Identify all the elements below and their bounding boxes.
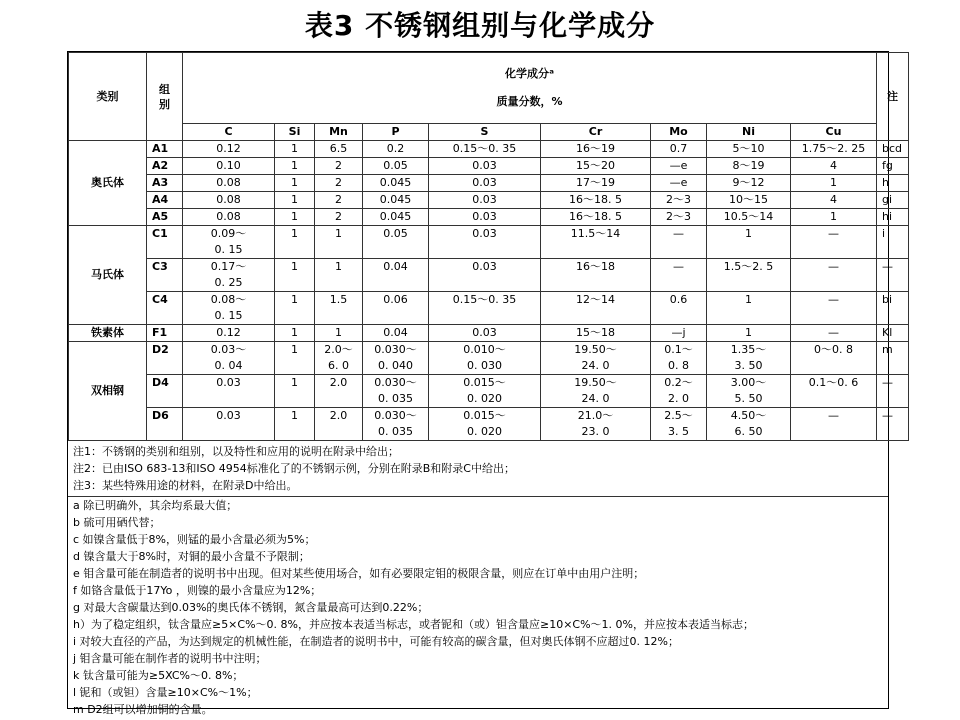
value-cell-c: 0.12 — [183, 141, 275, 158]
note-cell: — — [877, 259, 909, 292]
value-cell-s: 0.03 — [429, 192, 541, 209]
note-cell: fg — [877, 158, 909, 175]
note-cell: — — [877, 408, 909, 441]
value-cell-mo: 0.7 — [651, 141, 707, 158]
value-cell-mn: 2.0 — [315, 408, 363, 441]
header-element-c: C — [183, 124, 275, 141]
value-cell-mo: 2～3 — [651, 209, 707, 226]
group-cell: D2 — [147, 342, 183, 375]
composition-table — [68, 52, 909, 441]
value-cell-si: 1 — [275, 192, 315, 209]
value-cell-c: 0.08 — [183, 175, 275, 192]
page-title: 表3 不锈钢组别与化学成分 — [304, 9, 656, 42]
group-cell: D6 — [147, 408, 183, 441]
value-cell-mn: 1 — [315, 325, 363, 342]
value-cell-c: 0.03～ 0. 04 — [183, 342, 275, 375]
value-cell-ni: 1 — [707, 292, 791, 325]
value-cell-mo: — — [651, 259, 707, 292]
header-note: 注 — [877, 53, 909, 141]
table-row — [69, 259, 909, 292]
group-cell: A1 — [147, 141, 183, 158]
value-cell-cr: 16～18. 5 — [541, 209, 651, 226]
header-element-mo: Mo — [651, 124, 707, 141]
footnote-line: d 镍含量大于8%时，对铜的最小含量不予限制； — [73, 550, 310, 563]
value-cell-c: 0.08 — [183, 192, 275, 209]
header-element-mn: Mn — [315, 124, 363, 141]
value-cell-cr: 16～18 — [541, 259, 651, 292]
value-cell-cr: 11.5～14 — [541, 226, 651, 259]
value-cell-s: 0.010～ 0. 030 — [429, 342, 541, 375]
value-cell-mo: 2～3 — [651, 192, 707, 209]
value-cell-cr: 19.50～ 24. 0 — [541, 342, 651, 375]
table-row — [69, 226, 909, 259]
note-line: 注1：不锈钢的类别和组别，以及特性和应用的说明在附录中给出； — [73, 445, 399, 458]
footnote-line: b 硫可用硒代替； — [73, 516, 161, 529]
group-cell: A3 — [147, 175, 183, 192]
table-row — [69, 342, 909, 375]
value-cell-si: 1 — [275, 375, 315, 408]
notes-main — [73, 443, 884, 494]
header-element-cu: Cu — [791, 124, 877, 141]
group-cell: A5 — [147, 209, 183, 226]
footnote-line: h）为了稳定组织，钛含量应≥5×C%～0. 8%，并应按本表适当标志，或者铌和（或）钽含量应≥10×C%～1. 0%，并应按本表适当标志； — [73, 618, 754, 631]
value-cell-c: 0.08～ 0. 15 — [183, 292, 275, 325]
value-cell-cu: 4 — [791, 192, 877, 209]
category-cell: 奥氏体 — [69, 141, 147, 226]
value-cell-c: 0.17～ 0. 25 — [183, 259, 275, 292]
group-cell: C3 — [147, 259, 183, 292]
value-cell-cu: 4 — [791, 158, 877, 175]
value-cell-cr: 15～18 — [541, 325, 651, 342]
value-cell-ni: 5～10 — [707, 141, 791, 158]
group-cell: F1 — [147, 325, 183, 342]
value-cell-s: 0.03 — [429, 175, 541, 192]
value-cell-cu: 0.1～0. 6 — [791, 375, 877, 408]
value-cell-s: 0.03 — [429, 226, 541, 259]
value-cell-cr: 16～18. 5 — [541, 192, 651, 209]
value-cell-ni: 1.5～2. 5 — [707, 259, 791, 292]
header-element-ni: Ni — [707, 124, 791, 141]
value-cell-cu: 1 — [791, 175, 877, 192]
value-cell-cr: 19.50～ 24. 0 — [541, 375, 651, 408]
value-cell-ni: 8～19 — [707, 158, 791, 175]
value-cell-cr: 16～19 — [541, 141, 651, 158]
value-cell-s: 0.015～ 0. 020 — [429, 408, 541, 441]
value-cell-si: 1 — [275, 325, 315, 342]
value-cell-c: 0.12 — [183, 325, 275, 342]
footnotes — [73, 497, 884, 718]
value-cell-p: 0.045 — [363, 175, 429, 192]
value-cell-ni: 1 — [707, 226, 791, 259]
value-cell-si: 1 — [275, 175, 315, 192]
value-cell-cu: — — [791, 259, 877, 292]
value-cell-p: 0.05 — [363, 158, 429, 175]
group-cell: A4 — [147, 192, 183, 209]
value-cell-c: 0.10 — [183, 158, 275, 175]
value-cell-s: 0.15～0. 35 — [429, 292, 541, 325]
value-cell-mn: 1.5 — [315, 292, 363, 325]
value-cell-ni: 1.35～ 3. 50 — [707, 342, 791, 375]
category-cell: 双相钢 — [69, 342, 147, 441]
value-cell-cu: — — [791, 226, 877, 259]
value-cell-mn: 2 — [315, 158, 363, 175]
group-cell: A2 — [147, 158, 183, 175]
value-cell-si: 1 — [275, 292, 315, 325]
value-cell-mo: —e — [651, 175, 707, 192]
value-cell-p: 0.045 — [363, 192, 429, 209]
value-cell-s: 0.15～0. 35 — [429, 141, 541, 158]
value-cell-s: 0.015～ 0. 020 — [429, 375, 541, 408]
value-cell-si: 1 — [275, 259, 315, 292]
group-cell: D4 — [147, 375, 183, 408]
value-cell-p: 0.030～ 0. 035 — [363, 408, 429, 441]
value-cell-s: 0.03 — [429, 325, 541, 342]
value-cell-cu: 1 — [791, 209, 877, 226]
table-row — [69, 192, 909, 209]
value-cell-mn: 2.0～ 6. 0 — [315, 342, 363, 375]
footnote-line: j 钼含量可能在制作者的说明书中注明； — [73, 652, 267, 665]
value-cell-mn: 2 — [315, 209, 363, 226]
value-cell-p: 0.030～ 0. 035 — [363, 375, 429, 408]
value-cell-cu: 0～0. 8 — [791, 342, 877, 375]
value-cell-p: 0.045 — [363, 209, 429, 226]
table-row — [69, 408, 909, 441]
value-cell-ni: 1 — [707, 325, 791, 342]
value-cell-ni: 10～15 — [707, 192, 791, 209]
header-element-p: P — [363, 124, 429, 141]
table-row — [69, 175, 909, 192]
footnote-line: l 铌和（或钽）含量≥10×C%～1%； — [73, 686, 258, 699]
note-cell: hi — [877, 209, 909, 226]
table-row — [69, 209, 909, 226]
value-cell-cr: 15～20 — [541, 158, 651, 175]
value-cell-mo: — — [651, 226, 707, 259]
value-cell-cr: 12～14 — [541, 292, 651, 325]
table-row — [69, 292, 909, 325]
value-cell-mn: 2 — [315, 175, 363, 192]
note-cell: i — [877, 226, 909, 259]
header-group: 组 别 — [147, 53, 183, 141]
value-cell-mo: —e — [651, 158, 707, 175]
header-element-si: Si — [275, 124, 315, 141]
table-row — [69, 141, 909, 158]
value-cell-cu: 1.75～2. 25 — [791, 141, 877, 158]
value-cell-mo: 2.5～ 3. 5 — [651, 408, 707, 441]
value-cell-mn: 2 — [315, 192, 363, 209]
footnote-line: i 对较大直径的产品，为达到规定的机械性能，在制造者的说明书中，可能有较高的碳含量，但对奥氏体钢不应超过0. 12%； — [73, 635, 679, 648]
value-cell-mo: —j — [651, 325, 707, 342]
value-cell-ni: 10.5～14 — [707, 209, 791, 226]
note-cell: Kl — [877, 325, 909, 342]
value-cell-mn: 1 — [315, 226, 363, 259]
table-row — [69, 375, 909, 408]
note-cell: m — [877, 342, 909, 375]
value-cell-mn: 2.0 — [315, 375, 363, 408]
value-cell-si: 1 — [275, 226, 315, 259]
footnote-line: g 对最大含碳量达到0.03%的奥氏体不锈钢，氮含量最高可达到0.22%； — [73, 601, 429, 614]
value-cell-cu: — — [791, 408, 877, 441]
header-element-cr: Cr — [541, 124, 651, 141]
value-cell-mo: 0.2～ 2. 0 — [651, 375, 707, 408]
value-cell-ni: 9～12 — [707, 175, 791, 192]
value-cell-mo: 0.6 — [651, 292, 707, 325]
note-cell: bcd — [877, 141, 909, 158]
value-cell-mo: 0.1～ 0. 8 — [651, 342, 707, 375]
value-cell-si: 1 — [275, 342, 315, 375]
note-cell: gi — [877, 192, 909, 209]
group-cell: C4 — [147, 292, 183, 325]
value-cell-mn: 1 — [315, 259, 363, 292]
value-cell-ni: 3.00～ 5. 50 — [707, 375, 791, 408]
value-cell-p: 0.05 — [363, 226, 429, 259]
value-cell-cu: — — [791, 325, 877, 342]
value-cell-si: 1 — [275, 209, 315, 226]
value-cell-cu: — — [791, 292, 877, 325]
value-cell-cr: 17～19 — [541, 175, 651, 192]
value-cell-si: 1 — [275, 158, 315, 175]
footnote-line: c 如镍含量低于8%，则锰的最小含量必须为5%； — [73, 533, 316, 546]
value-cell-c: 0.03 — [183, 408, 275, 441]
footnote-line: m D2组可以增加铜的含量。 — [73, 703, 213, 716]
value-cell-mn: 6.5 — [315, 141, 363, 158]
table-row — [69, 158, 909, 175]
composition-table-frame — [67, 51, 903, 716]
header-chem-title: 化学成分ᵃ — [504, 67, 555, 80]
value-cell-p: 0.2 — [363, 141, 429, 158]
table-row — [69, 325, 909, 342]
footnote-line: f 如铬含量低于17Yo ，则镍的最小含量应为12%； — [73, 584, 322, 597]
value-cell-si: 1 — [275, 141, 315, 158]
value-cell-p: 0.030～ 0. 040 — [363, 342, 429, 375]
value-cell-c: 0.09～ 0. 15 — [183, 226, 275, 259]
value-cell-cr: 21.0～ 23. 0 — [541, 408, 651, 441]
value-cell-s: 0.03 — [429, 158, 541, 175]
note-cell: — — [877, 375, 909, 408]
group-cell: C1 — [147, 226, 183, 259]
category-cell: 铁素体 — [69, 325, 147, 342]
value-cell-c: 0.03 — [183, 375, 275, 408]
notes-section — [68, 441, 888, 718]
value-cell-p: 0.06 — [363, 292, 429, 325]
value-cell-ni: 4.50～ 6. 50 — [707, 408, 791, 441]
footnote-line: k 钛含量可能为≥5XC%～0. 8%； — [73, 669, 244, 682]
header-chemical-composition — [183, 53, 877, 124]
header-chem-unit: 质量分数，% — [496, 95, 563, 108]
category-cell: 马氏体 — [69, 226, 147, 325]
header-category: 类别 — [69, 53, 147, 141]
note-line: 注3：某些特殊用途的材料，在附录D中给出。 — [73, 479, 298, 492]
note-cell: bi — [877, 292, 909, 325]
value-cell-p: 0.04 — [363, 259, 429, 292]
value-cell-si: 1 — [275, 408, 315, 441]
value-cell-s: 0.03 — [429, 209, 541, 226]
note-cell: h — [877, 175, 909, 192]
value-cell-p: 0.04 — [363, 325, 429, 342]
header-element-s: S — [429, 124, 541, 141]
footnote-line: a 除已明确外，其余均系最大值； — [73, 499, 238, 512]
value-cell-c: 0.08 — [183, 209, 275, 226]
value-cell-s: 0.03 — [429, 259, 541, 292]
note-line: 注2：已由ISO 683-13和ISO 4954标准化了的不锈钢示例，分别在附录B和附录C中给出； — [73, 462, 515, 475]
footnote-line: e 钼含量可能在制造者的说明书中出现。但对某些使用场合，如有必要限定钼的极限含量，则应在订单中由用户注明； — [73, 567, 645, 580]
